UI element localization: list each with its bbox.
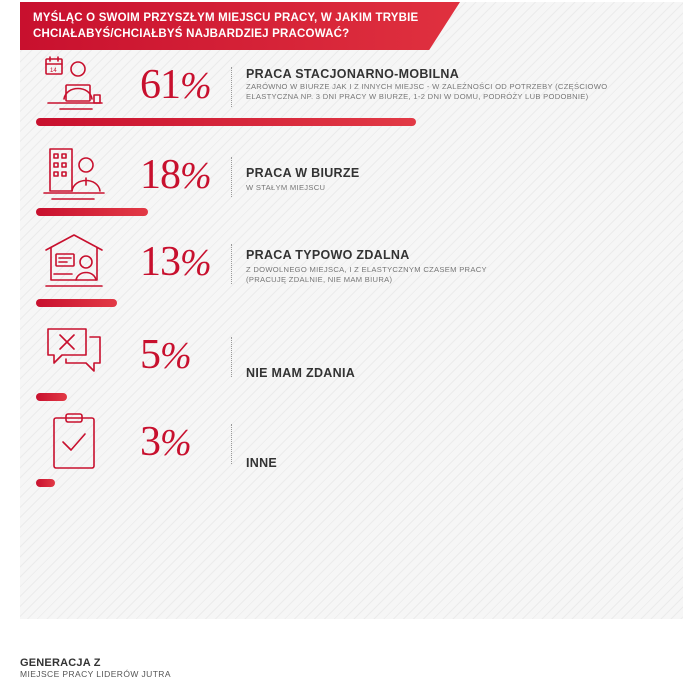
chart-row-4 <box>0 325 683 415</box>
clipboard-check-icon <box>42 412 106 472</box>
bar-typowo-zdalna <box>36 299 117 307</box>
category-label: PRACA W BIURZE <box>246 166 360 180</box>
category-description-line-1: ZARÓWNO W BIURZE JAK I Z INNYCH MIEJSC - W ZALEŻNOŚCI OD POTRZEBY (CZĘŚCIOWO <box>246 82 608 91</box>
percent-value: 61% <box>140 62 211 108</box>
divider <box>231 67 232 107</box>
footer-title: GENERACJA Z <box>20 657 101 669</box>
bar-track <box>36 118 676 128</box>
bar-inne <box>36 479 55 487</box>
bar-track <box>36 208 676 218</box>
footer-subtitle: MIEJSCE PRACY LIDERÓW JUTRA <box>20 669 171 679</box>
category-label: PRACA TYPOWO ZDALNA <box>246 248 410 262</box>
category-description-line-2: ELASTYCZNA NP. 3 DNI PRACY W BIURZE, 1-2 DNI W DOMU, PODRÓŻY LUB PODOBNIE) <box>246 92 589 101</box>
bar-nie-mam-zdania <box>36 393 67 401</box>
category-description-line-1: Z DOWOLNEGO MIEJSCA, I Z ELASTYCZNYM CZASEM PRACY <box>246 265 487 274</box>
chart-row-3 <box>0 232 683 322</box>
chart-row-2 <box>0 145 683 235</box>
divider <box>231 337 232 377</box>
divider <box>231 244 232 284</box>
chart-row-1 <box>0 55 683 145</box>
svg-text:14: 14 <box>50 68 57 74</box>
category-description-line-2: (PRACUJĘ ZDALNIE, NIE MAM BIURA) <box>246 275 393 284</box>
category-label: PRACA STACJONARNO-MOBILNA <box>246 67 460 81</box>
chart-row-5 <box>0 412 683 502</box>
home-office-icon <box>42 232 106 292</box>
speech-bubble-x-icon <box>42 325 106 385</box>
bar-track <box>36 299 676 309</box>
bar-w-biurze <box>36 208 148 216</box>
percent-value: 3% <box>140 419 191 465</box>
divider <box>231 424 232 464</box>
office-building-icon <box>42 145 106 205</box>
percent-value: 18% <box>140 152 211 198</box>
question-text: MYŚLĄC O SWOIM PRZYSZŁYM MIEJSCU PRACY, W JAKIM TRYBIE CHCIAŁABYŚ/CHCIAŁBYŚ NAJBARDZIEJ PRACOWAĆ? <box>33 12 419 40</box>
category-label: INNE <box>246 456 278 470</box>
bar-track <box>36 393 676 403</box>
remote-laptop-calendar-icon <box>42 55 106 115</box>
percent-value: 13% <box>140 239 211 285</box>
divider <box>231 157 232 197</box>
bar-stacjonarno-mobilna <box>36 118 416 126</box>
category-label: NIE MAM ZDANIA <box>246 366 356 380</box>
bar-track <box>36 479 676 489</box>
percent-value: 5% <box>140 332 191 378</box>
category-description-line-1: W STAŁYM MIEJSCU <box>246 183 326 192</box>
